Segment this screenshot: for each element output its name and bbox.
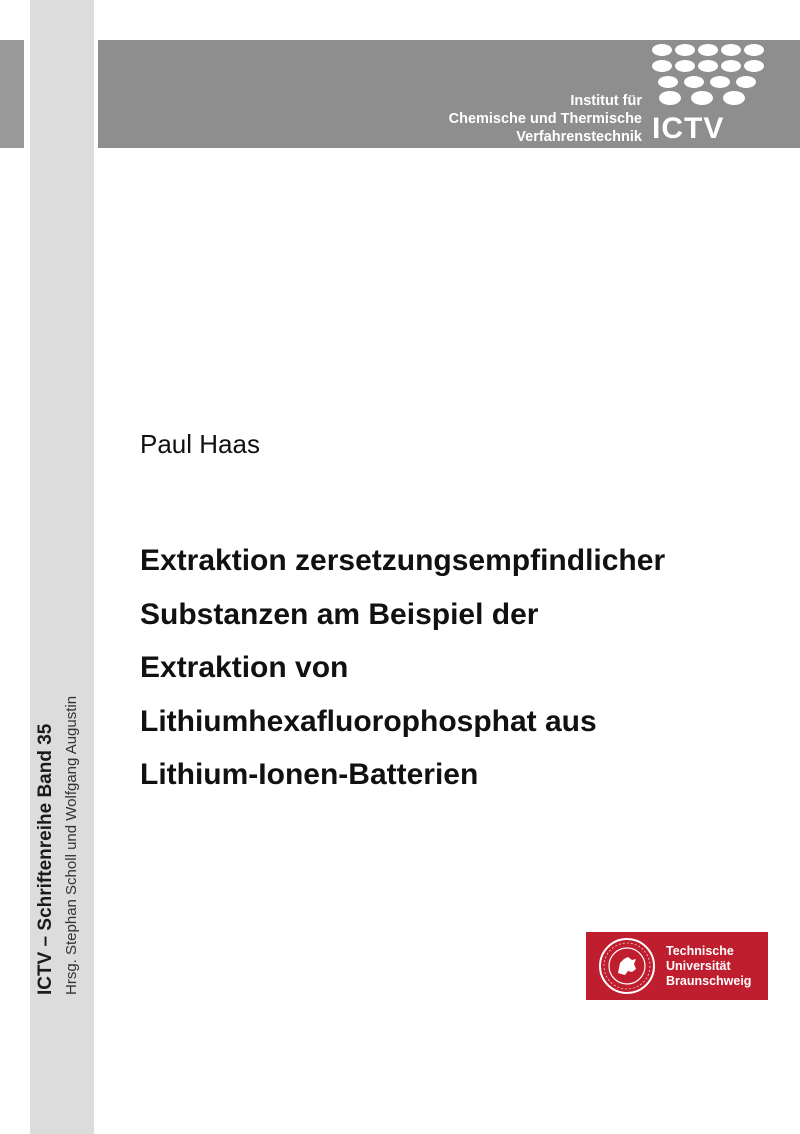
university-line: Technische <box>666 944 734 958</box>
book-title <box>140 534 780 802</box>
institute-line: Chemische und Thermische <box>448 111 642 127</box>
university-name <box>666 944 751 989</box>
institute-name <box>449 92 642 146</box>
ictv-logo <box>650 40 800 148</box>
title-line: Substanzen am Beispiel der <box>140 597 539 631</box>
author-name: Paul Haas <box>140 429 260 459</box>
institute-line: Verfahrenstechnik <box>516 129 642 145</box>
ictv-dots-icon <box>650 40 800 114</box>
university-seal-icon <box>598 937 656 995</box>
institute-line: Institut für <box>570 93 642 109</box>
left-edge-bar <box>0 40 24 148</box>
spine-text <box>34 696 82 995</box>
title-line: Extraktion von <box>140 651 349 684</box>
university-line: Universität <box>666 959 731 973</box>
university-line: Braunschweig <box>666 974 752 988</box>
series-editors: Hrsg. Stephan Scholl und Wolfgang Augustin <box>63 695 80 995</box>
title-line: Lithium-Ionen-Batterien <box>140 758 479 791</box>
tu-braunschweig-logo <box>586 932 768 1000</box>
ictv-wordmark: ICTV <box>652 112 725 145</box>
header-banner <box>98 40 800 148</box>
title-line: Extraktion zersetzungsempfindlicher <box>140 544 666 577</box>
title-line: Lithiumhexafluorophosphat aus <box>140 704 597 738</box>
series-title: ICTV – Schriftenreihe Band 35 <box>35 723 56 995</box>
